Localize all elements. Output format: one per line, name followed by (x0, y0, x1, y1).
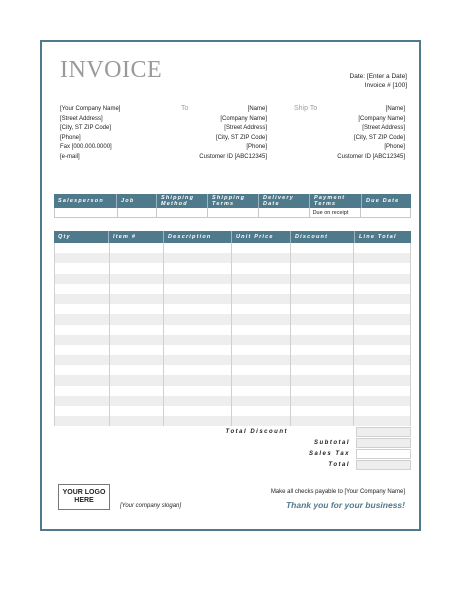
cell-description[interactable] (164, 396, 232, 406)
cell-qty[interactable] (55, 335, 110, 345)
to-label: To (181, 105, 189, 112)
cell-item-number[interactable] (110, 263, 165, 273)
cell-item-number[interactable] (110, 386, 165, 396)
cell-description[interactable] (164, 284, 232, 294)
cell-discount[interactable] (291, 365, 355, 375)
table-row (55, 284, 410, 294)
col-shipping-terms: Shipping Terms (208, 194, 259, 208)
cell-qty[interactable] (55, 365, 110, 375)
table-row (55, 335, 410, 345)
table-row (55, 375, 410, 385)
ship-to-line[interactable]: [Name] (385, 106, 405, 112)
col-item-number: Item # (109, 231, 164, 243)
to-line[interactable]: [Phone] (246, 144, 267, 150)
cell-discount[interactable] (291, 304, 355, 314)
cell-unit-price[interactable] (232, 263, 291, 273)
cell-qty[interactable] (55, 345, 110, 355)
cell-shipping-terms[interactable] (208, 208, 259, 217)
cell-description[interactable] (164, 325, 232, 335)
cell-line-total[interactable] (354, 386, 410, 396)
cell-shipping-method[interactable] (157, 208, 208, 217)
cell-description[interactable] (164, 253, 232, 263)
total-label: Total (328, 462, 350, 468)
col-discount: Discount (291, 231, 355, 243)
cell-due-date[interactable] (361, 208, 410, 217)
col-qty: Qty (54, 231, 109, 243)
cell-unit-price[interactable] (232, 335, 291, 345)
invoice-title: INVOICE (60, 57, 163, 83)
cell-payment-terms[interactable]: Due on receipt (310, 208, 362, 217)
cell-unit-price[interactable] (232, 396, 291, 406)
subtotal-value[interactable] (356, 438, 411, 448)
invoice-number[interactable]: Invoice # [100] (364, 82, 407, 89)
total-discount-value[interactable] (356, 427, 411, 437)
cell-line-total[interactable] (354, 274, 410, 284)
cell-item-number[interactable] (110, 375, 165, 385)
cell-discount[interactable] (291, 375, 355, 385)
cell-qty[interactable] (55, 274, 110, 284)
table-row (55, 416, 410, 426)
cell-description[interactable] (164, 365, 232, 375)
cell-qty[interactable] (55, 263, 110, 273)
cell-unit-price[interactable] (232, 386, 291, 396)
cell-line-total[interactable] (354, 396, 410, 406)
col-due-date: Due Date (366, 198, 400, 204)
cell-unit-price[interactable] (232, 325, 291, 335)
cell-line-total[interactable] (354, 243, 410, 253)
cell-qty[interactable] (55, 355, 110, 365)
table-row (55, 304, 410, 314)
invoice-page (40, 40, 421, 531)
cell-unit-price[interactable] (232, 416, 291, 426)
col-shipping-method: Shipping Method (157, 194, 208, 208)
cell-description[interactable] (164, 314, 232, 324)
table-row (55, 294, 410, 304)
from-line[interactable]: [Phone] (60, 134, 81, 141)
col-unit-price: Unit Price (232, 231, 291, 243)
cell-line-total[interactable] (354, 416, 410, 426)
table-row (55, 263, 410, 273)
col-salesperson: Salesperson (54, 194, 117, 208)
cell-item-number[interactable] (110, 314, 165, 324)
ship-to-line[interactable]: [Company Name] (358, 115, 405, 122)
cell-unit-price[interactable] (232, 365, 291, 375)
cell-item-number[interactable] (110, 406, 165, 416)
cell-line-total[interactable] (354, 365, 410, 375)
ship-to-line[interactable]: [City, ST ZIP Code] (353, 134, 405, 141)
cell-discount[interactable] (291, 335, 355, 345)
to-line[interactable]: [Name] (247, 106, 267, 112)
cell-discount[interactable] (291, 274, 355, 284)
cell-line-total[interactable] (354, 345, 410, 355)
cell-line-total[interactable] (354, 263, 410, 273)
items-table-header (54, 231, 411, 243)
col-line-total: Line Total (359, 234, 397, 240)
cell-discount[interactable] (291, 263, 355, 273)
cell-qty[interactable] (55, 284, 110, 294)
cell-unit-price[interactable] (232, 243, 291, 253)
to-line[interactable]: [Company Name] (220, 115, 267, 122)
cell-item-number[interactable] (110, 274, 165, 284)
cell-salesperson[interactable] (55, 208, 118, 217)
table-row (55, 355, 410, 365)
cell-description[interactable] (164, 274, 232, 284)
cell-description[interactable] (164, 406, 232, 416)
from-address (60, 105, 120, 162)
cell-unit-price[interactable] (232, 345, 291, 355)
cell-item-number[interactable] (110, 325, 165, 335)
cell-item-number[interactable] (110, 304, 165, 314)
cell-unit-price[interactable] (232, 253, 291, 263)
cell-description[interactable] (164, 304, 232, 314)
ship-to-line[interactable]: [Phone] (384, 144, 405, 150)
cell-unit-price[interactable] (232, 314, 291, 324)
table-row (55, 406, 410, 416)
cell-description[interactable] (164, 416, 232, 426)
cell-item-number[interactable] (110, 253, 165, 263)
cell-line-total[interactable] (354, 284, 410, 294)
company-slogan[interactable]: [Your company slogan] (120, 503, 182, 509)
col-payment-terms: Payment Terms (310, 194, 362, 208)
cell-discount[interactable] (291, 355, 355, 365)
cell-discount[interactable] (291, 416, 355, 426)
cell-item-number[interactable] (110, 335, 165, 345)
cell-description[interactable] (164, 243, 232, 253)
cell-discount[interactable] (291, 314, 355, 324)
ship-to-line[interactable]: [Street Address] (362, 125, 405, 131)
sales-table-row (54, 208, 411, 218)
cell-unit-price[interactable] (232, 294, 291, 304)
table-row (55, 274, 410, 284)
invoice-meta (350, 72, 407, 90)
cell-discount[interactable] (291, 243, 355, 253)
ship-to-line[interactable]: Customer ID [ABC12345] (337, 153, 405, 160)
table-row (55, 243, 410, 253)
table-row (55, 386, 410, 396)
cell-description[interactable] (164, 355, 232, 365)
cell-line-total[interactable] (354, 406, 410, 416)
cell-unit-price[interactable] (232, 274, 291, 284)
cell-description[interactable] (164, 335, 232, 345)
cell-item-number[interactable] (110, 345, 165, 355)
sales-table-header (54, 194, 411, 208)
cell-discount[interactable] (291, 294, 355, 304)
cell-qty[interactable] (55, 406, 110, 416)
cell-item-number[interactable] (110, 294, 165, 304)
cell-discount[interactable] (291, 284, 355, 294)
cell-unit-price[interactable] (232, 304, 291, 314)
cell-description[interactable] (164, 375, 232, 385)
sales-tax-value[interactable] (356, 449, 411, 459)
total-value[interactable] (356, 460, 411, 470)
cell-item-number[interactable] (110, 365, 165, 375)
col-job: Job (117, 194, 157, 208)
cell-qty[interactable] (55, 314, 110, 324)
cell-item-number[interactable] (110, 355, 165, 365)
from-line[interactable]: [City, ST ZIP Code] (60, 125, 112, 131)
cell-line-total[interactable] (354, 335, 410, 345)
cell-delivery-date[interactable] (259, 208, 310, 217)
cell-item-number[interactable] (110, 284, 165, 294)
cell-qty[interactable] (55, 416, 110, 426)
cell-description[interactable] (164, 294, 232, 304)
total-discount-label: Total Discount (225, 429, 288, 435)
cell-line-total[interactable] (354, 375, 410, 385)
cell-qty[interactable] (55, 253, 110, 263)
from-line[interactable]: [Your Company Name] (60, 106, 121, 112)
to-line[interactable]: [Street Address] (224, 125, 267, 131)
to-line[interactable]: Customer ID [ABC12345] (199, 153, 267, 160)
sales-tax-label: Sales Tax (309, 451, 350, 457)
cell-qty[interactable] (55, 375, 110, 385)
cell-unit-price[interactable] (232, 355, 291, 365)
cell-qty[interactable] (55, 294, 110, 304)
cell-qty[interactable] (55, 396, 110, 406)
ship-to-label: Ship To (294, 105, 318, 112)
cell-item-number[interactable] (110, 396, 165, 406)
table-row (55, 325, 410, 335)
cell-description[interactable] (164, 263, 232, 273)
col-description: Description (164, 231, 232, 243)
cell-discount[interactable] (291, 345, 355, 355)
to-line[interactable]: [City, ST ZIP Code] (215, 134, 267, 141)
from-line[interactable]: Fax [000.000.0000] (60, 144, 112, 150)
cell-item-number[interactable] (110, 243, 165, 253)
payable-note: Make all checks payable to [Your Company Name] (270, 489, 405, 495)
thank-you-message: Thank you for your business! (285, 500, 405, 510)
table-row (55, 345, 410, 355)
cell-discount[interactable] (291, 406, 355, 416)
cell-discount[interactable] (291, 253, 355, 263)
cell-qty[interactable] (55, 304, 110, 314)
cell-discount[interactable] (291, 396, 355, 406)
cell-unit-price[interactable] (232, 375, 291, 385)
cell-line-total[interactable] (354, 325, 410, 335)
cell-unit-price[interactable] (232, 406, 291, 416)
cell-discount[interactable] (291, 325, 355, 335)
cell-qty[interactable] (55, 386, 110, 396)
cell-line-total[interactable] (354, 253, 410, 263)
ship-to-address (337, 105, 405, 162)
logo-placeholder[interactable]: YOUR LOGO HERE (58, 484, 110, 510)
cell-qty[interactable] (55, 325, 110, 335)
table-row (55, 365, 410, 375)
cell-description[interactable] (164, 345, 232, 355)
items-table-body (54, 243, 411, 426)
cell-line-total[interactable] (354, 314, 410, 324)
col-delivery-date: Delivery Date (259, 194, 310, 208)
table-row (55, 314, 410, 324)
cell-discount[interactable] (291, 386, 355, 396)
cell-description[interactable] (164, 386, 232, 396)
cell-unit-price[interactable] (232, 284, 291, 294)
from-line[interactable]: [e-mail] (60, 153, 80, 160)
cell-item-number[interactable] (110, 416, 165, 426)
from-line[interactable]: [Street Address] (60, 115, 103, 122)
subtotal-label: Subtotal (314, 440, 350, 446)
cell-line-total[interactable] (354, 304, 410, 314)
cell-qty[interactable] (55, 243, 110, 253)
to-address (199, 105, 267, 162)
table-row (55, 253, 410, 263)
table-row (55, 396, 410, 406)
invoice-date[interactable]: Date: [Enter a Date] (349, 73, 407, 80)
cell-job[interactable] (118, 208, 158, 217)
cell-line-total[interactable] (354, 355, 410, 365)
cell-line-total[interactable] (354, 294, 410, 304)
